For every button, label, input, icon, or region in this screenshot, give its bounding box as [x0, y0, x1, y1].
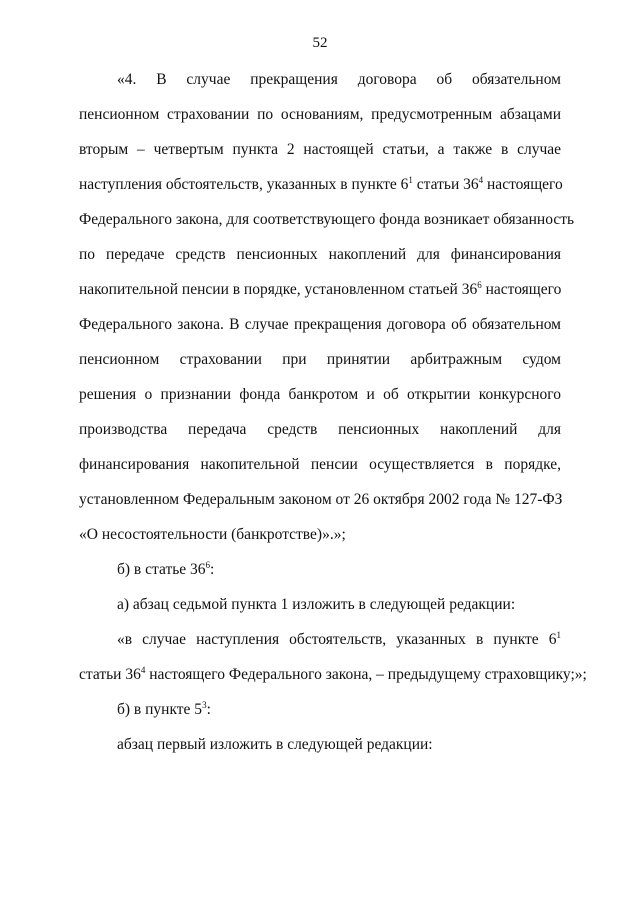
text-line: Федерального закона, для соответствующего фонда возникает обязанность: [79, 211, 575, 228]
text-line: наступления обстоятельств, указанных в пункте $6^1$ статьи $36^4$ настоящего: [79, 174, 563, 193]
text-line: «4. В случае прекращения договора об обязательном: [117, 71, 561, 88]
text-line: производства передача средств пенсионных накоплений для: [79, 421, 561, 438]
text-line: вторым – четвертым пункта 2 настоящей статьи, а также в случае: [79, 141, 561, 158]
text-line: по передаче средств пенсионных накоплений для финансирования: [79, 246, 561, 263]
text-line: а) абзац седьмой пункта 1 изложить в следующей редакции:: [117, 596, 516, 613]
text-line: абзац первый изложить в следующей редакции:: [117, 736, 433, 753]
text-line: «О несостоятельности (банкротстве)».»;: [79, 526, 346, 543]
text-line: финансирования накопительной пенсии осуществляется в порядке,: [79, 456, 561, 473]
page-number: 52: [312, 35, 328, 51]
text-line: Федерального закона. В случае прекращения договора об обязательном: [79, 316, 561, 333]
text-line: б) в пункте $5^3$:: [117, 699, 211, 718]
text-line: накопительной пенсии в порядке, установленном статьей $36^6$ настоящего: [79, 279, 562, 298]
text-line: пенсионном страховании при принятии арбитражным судом: [79, 351, 561, 368]
text-line: «в случае наступления обстоятельств, указанных в пункте $6^1$: [117, 629, 561, 648]
text-line: статьи $36^4$ настоящего Федерального закона, – предыдущему страховщику;»;: [79, 664, 587, 683]
text-line: пенсионном страховании по основаниям, предусмотренным абзацами: [79, 106, 561, 123]
text-line: решения о признании фонда банкротом и об открытии конкурсного: [79, 386, 561, 403]
text-line: б) в статье $36^6$:: [117, 559, 215, 578]
text-line: установленном Федеральным законом от 26 октября 2002 года № 127-ФЗ: [79, 491, 563, 508]
